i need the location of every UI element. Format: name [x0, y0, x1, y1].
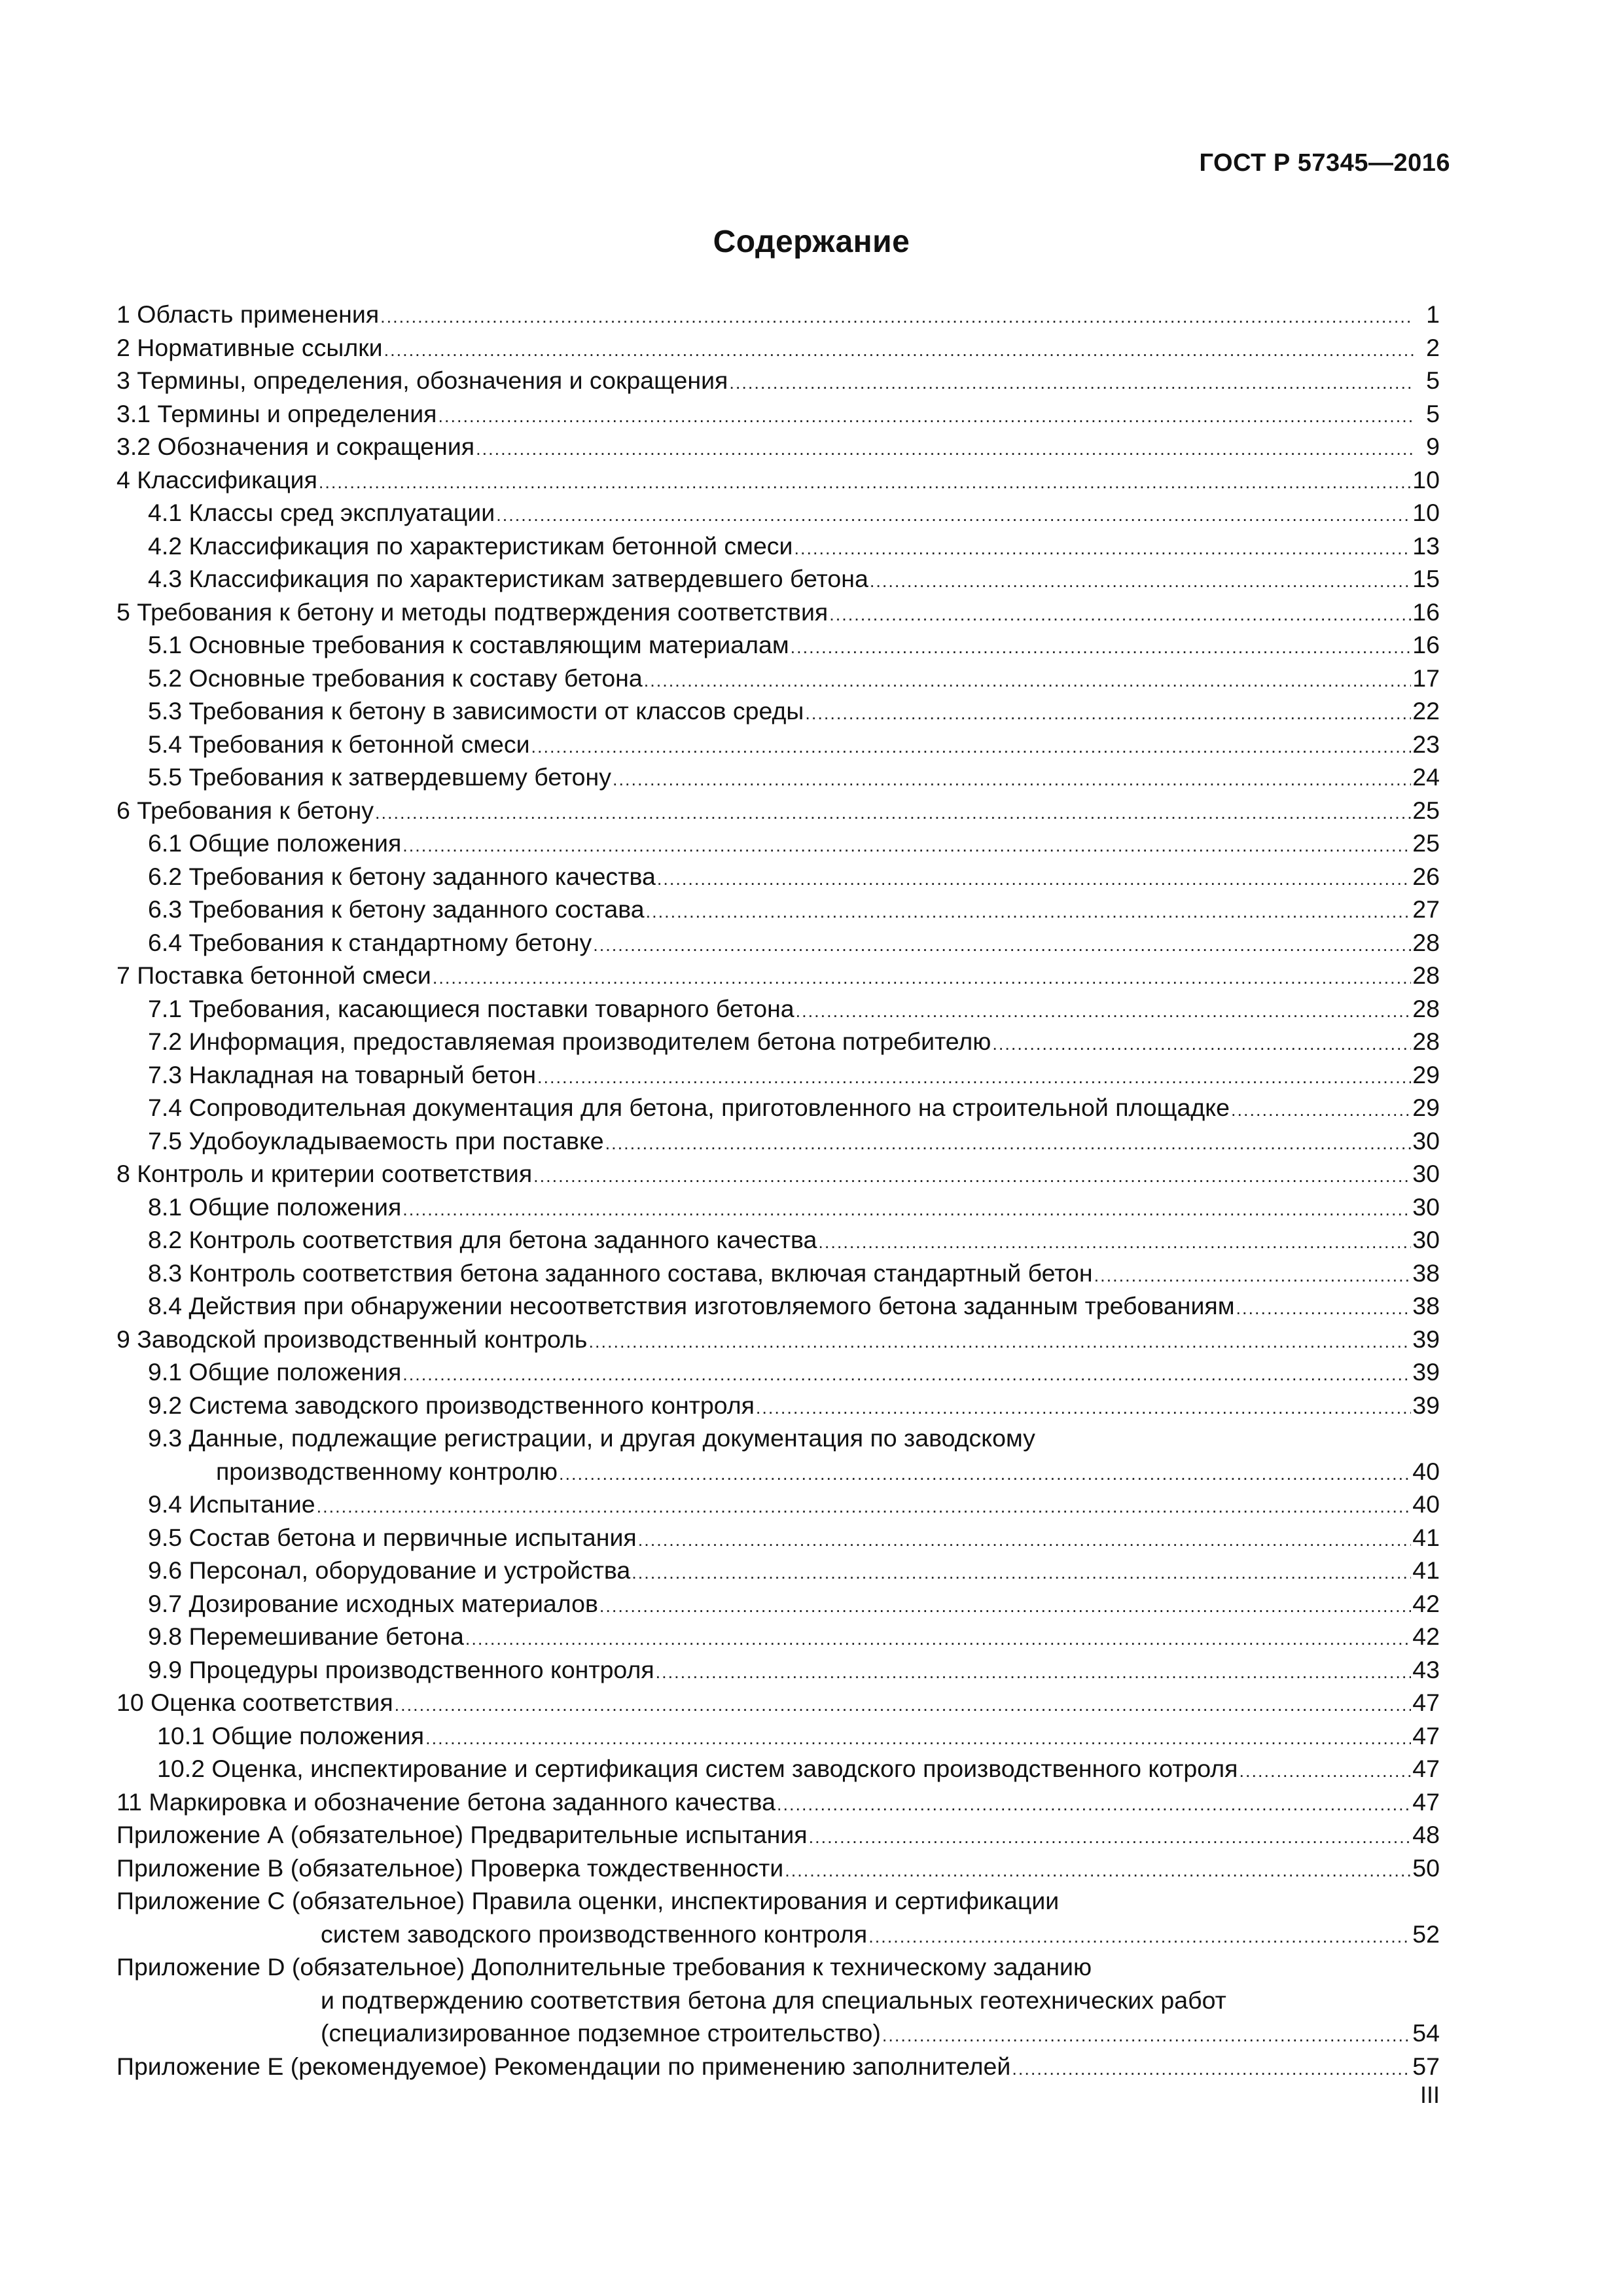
toc-entry-continuation[interactable] [116, 1984, 1440, 2017]
toc-entry-text: 10.2 Оценка, инспектирование и сертификация систем заводского производственного котроля [157, 1755, 1238, 1782]
toc-entry-text: 1 Область применения [116, 300, 380, 328]
toc-entry[interactable] [116, 529, 1440, 563]
toc-entry[interactable] [116, 628, 1440, 662]
toc-entry-text-cont2: (специализированное подземное строительство) [321, 2019, 881, 2047]
leader-dots [395, 1689, 1412, 1719]
leader-dots [613, 763, 1411, 794]
toc-entry-page: 57 [1412, 2052, 1440, 2080]
toc-entry-page: 23 [1412, 730, 1440, 758]
toc-entry-text: 3.2 Обозначения и сокращения [116, 433, 475, 460]
toc-entry-text: 7.5 Удобоукладываемость при поставке [148, 1126, 604, 1155]
leader-dots [319, 466, 1411, 497]
toc-entry-text: 5.3 Требования к бетону в зависимости от классов среды [148, 697, 804, 725]
leader-dots [992, 1028, 1411, 1058]
leader-dots [375, 797, 1411, 827]
toc-entry-page: 5 [1426, 367, 1440, 394]
toc-entry-page: 17 [1412, 664, 1440, 692]
toc-entry[interactable] [116, 1257, 1440, 1290]
toc-entry-page: 28 [1412, 961, 1440, 989]
leader-dots [805, 697, 1411, 728]
toc-entry-page: 25 [1412, 829, 1440, 857]
leader-dots [791, 631, 1412, 662]
leader-dots [1231, 1094, 1411, 1124]
toc-entry-page: 30 [1412, 1126, 1440, 1155]
toc-entry[interactable] [116, 662, 1440, 695]
leader-dots [1012, 2053, 1411, 2083]
toc-entry-text: 3 Термины, определения, обозначения и сокращения [116, 367, 728, 394]
toc-entry[interactable] [116, 694, 1440, 728]
toc-entry-text: 9.8 Перемешивание бетона [148, 1623, 464, 1650]
toc-entry-text: 6.1 Общие положения [148, 829, 402, 857]
toc-entry-page: 28 [1412, 1028, 1440, 1055]
leader-dots [729, 367, 1414, 397]
toc-entry-page: 43 [1412, 1655, 1440, 1683]
toc-entry[interactable] [116, 1389, 1440, 1422]
toc-entry-text: 4 Классификация [116, 465, 317, 493]
toc-entry[interactable] [116, 1752, 1440, 1785]
toc-entry[interactable] [116, 397, 1440, 431]
toc-entry-page: 29 [1412, 1094, 1440, 1121]
leader-dots [657, 863, 1411, 893]
toc-entry[interactable] [116, 1852, 1440, 1885]
toc-entry-page: 22 [1412, 697, 1440, 725]
toc-entry[interactable] [116, 1157, 1440, 1191]
toc-entry-text: 10.1 Общие положения [157, 1721, 425, 1749]
toc-entry-text: 7.2 Информация, предоставляемая производителем бетона потребителю [148, 1028, 991, 1055]
toc-entry-text: 5.1 Основные требования к составляющим материалам [148, 631, 789, 658]
toc-entry-text: 9.1 Общие положения [148, 1358, 402, 1386]
toc-entry-page: 39 [1412, 1391, 1440, 1419]
toc-entry-page: 2 [1426, 333, 1440, 361]
toc-entry-page: 30 [1412, 1193, 1440, 1221]
toc-entry[interactable] [116, 827, 1440, 860]
leader-dots [537, 1061, 1411, 1092]
toc-entry-page: 29 [1412, 1060, 1440, 1088]
leader-dots [656, 1656, 1412, 1687]
toc-entry-text: 11 Маркировка и обозначение бетона заданного качества [116, 1787, 776, 1816]
leader-dots [531, 730, 1412, 761]
toc-entry-text: 4.2 Классификация по характеристикам бетонной смеси [148, 531, 793, 560]
toc-entry[interactable] [116, 1587, 1440, 1621]
toc-entry-text: 6.3 Требования к бетону заданного состава [148, 895, 645, 923]
toc-entry-text: Приложение D (обязательное) Дополнительные требования к техническому заданию [116, 1953, 1092, 1981]
toc-entry-page: 52 [1412, 1920, 1440, 1948]
leader-dots [465, 1623, 1411, 1653]
toc-entry-text: 3.1 Термины и определения [116, 399, 437, 427]
toc-title: Содержание [713, 224, 910, 259]
toc-entry-text: 9.9 Процедуры производственного контроля [148, 1655, 654, 1683]
toc-entry[interactable] [116, 1091, 1440, 1124]
toc-entry-text: 5.2 Основные требования к составу бетона [148, 664, 643, 692]
toc-entry-text: 7.3 Накладная на товарный бетон [148, 1060, 537, 1088]
toc-entry-page: 47 [1412, 1787, 1440, 1816]
toc-entry[interactable] [116, 860, 1440, 893]
toc-entry-page: 38 [1412, 1292, 1440, 1319]
leader-dots [644, 664, 1412, 695]
toc-entry-page: 47 [1412, 1755, 1440, 1782]
toc-entry-page: 15 [1412, 565, 1440, 592]
leader-dots [818, 1226, 1411, 1257]
toc-entry[interactable] [116, 562, 1440, 596]
toc-entry[interactable] [116, 596, 1440, 629]
toc-entry-text: 5 Требования к бетону и методы подтверждения соответствия [116, 598, 829, 626]
toc-entry[interactable] [116, 1620, 1440, 1653]
toc-entry-text: 8.2 Контроль соответствия для бетона заданного качества [148, 1226, 817, 1253]
toc-entry-page: 16 [1412, 631, 1440, 658]
toc-entry-page: 50 [1412, 1854, 1440, 1882]
toc-entry[interactable] [116, 2050, 1440, 2083]
leader-dots [476, 433, 1414, 463]
leader-dots [384, 334, 1414, 365]
toc-entry-text: Приложение А (обязательное) Предварительные испытания [116, 1821, 808, 1848]
toc-entry[interactable] [116, 1422, 1440, 1455]
toc-entry-text: 6 Требования к бетону [116, 796, 374, 824]
leader-dots [632, 1556, 1411, 1587]
toc-entry[interactable] [116, 1124, 1440, 1158]
toc-entry[interactable] [116, 1323, 1440, 1356]
toc-entry-page: 42 [1412, 1623, 1440, 1650]
toc-entry[interactable] [116, 1521, 1440, 1554]
leader-dots [496, 499, 1411, 529]
toc-entry-page: 47 [1412, 1721, 1440, 1749]
toc-entry-text: 4.1 Классы сред эксплуатации [148, 499, 495, 526]
toc-entry[interactable] [116, 1818, 1440, 1852]
leader-dots [402, 829, 1411, 860]
toc-entry-page: 27 [1412, 895, 1440, 923]
toc-entry-continuation[interactable] [116, 2017, 1440, 2050]
toc-entry[interactable] [116, 1289, 1440, 1323]
toc-entry[interactable] [116, 1554, 1440, 1587]
standard-code: ГОСТ Р 57345—2016 [1199, 149, 1450, 177]
leader-dots [317, 1490, 1412, 1521]
toc-entry[interactable] [116, 1719, 1440, 1753]
toc-entry-page: 16 [1412, 598, 1440, 626]
toc-entry-page: 42 [1412, 1589, 1440, 1617]
toc-entry-page: 9 [1426, 433, 1440, 460]
toc-entry-continuation[interactable] [116, 1455, 1440, 1488]
toc-entry-text: 8 Контроль и критерии соответствия [116, 1160, 533, 1187]
toc-entry-page: 1 [1426, 300, 1440, 328]
leader-dots [533, 1160, 1411, 1191]
toc-entry-page: 25 [1412, 796, 1440, 824]
toc-entry-page: 28 [1412, 994, 1440, 1022]
toc-entry[interactable] [116, 794, 1440, 827]
toc-entry-page: 54 [1412, 2019, 1440, 2047]
toc-entry-text: Приложение Е (рекомендуемое) Рекомендации по применению заполнителей [116, 2052, 1011, 2080]
toc-entry-text: 10 Оценка соответствия [116, 1689, 393, 1716]
leader-dots [1239, 1755, 1411, 1785]
leader-dots [785, 1854, 1411, 1885]
toc-entry[interactable] [116, 1686, 1440, 1719]
toc-entry-page: 10 [1412, 465, 1440, 493]
toc-entry-page: 24 [1412, 763, 1440, 791]
leader-dots [638, 1524, 1412, 1554]
toc-entry[interactable] [116, 331, 1440, 365]
toc-entry[interactable] [116, 1950, 1440, 1984]
toc-entry-page: 30 [1412, 1160, 1440, 1187]
leader-dots [1094, 1259, 1412, 1290]
leader-dots [809, 1821, 1412, 1852]
toc-entry[interactable] [116, 364, 1440, 397]
toc-entry-continuation[interactable] [116, 1918, 1440, 1951]
toc-entry-text-cont: производственному контролю [216, 1457, 558, 1485]
toc-entry[interactable] [116, 298, 1440, 331]
toc-entry-page: 41 [1412, 1556, 1440, 1584]
leader-dots [438, 400, 1414, 431]
toc-entry-text-cont: и подтверждению соответствия бетона для специальных геотехнических работ [321, 1986, 1226, 2014]
toc-entry-text: 2 Нормативные ссылки [116, 333, 383, 361]
leader-dots [588, 1325, 1411, 1356]
toc-entry-page: 10 [1412, 499, 1440, 526]
toc-entry[interactable] [116, 761, 1440, 794]
toc-entry[interactable] [116, 1785, 1440, 1819]
leader-dots [796, 995, 1412, 1026]
toc-entry[interactable] [116, 893, 1440, 926]
toc-entry[interactable] [116, 1355, 1440, 1389]
toc-entry-page: 13 [1412, 531, 1440, 560]
toc-entry-page: 39 [1412, 1325, 1440, 1353]
toc-entry[interactable] [116, 496, 1440, 529]
page-number: III [1419, 2081, 1440, 2108]
toc-entry[interactable] [116, 430, 1440, 463]
toc-entry[interactable] [116, 1058, 1440, 1092]
toc-entry-page: 28 [1412, 928, 1440, 956]
toc-entry-text: 5.5 Требования к затвердевшему бетону [148, 763, 611, 791]
leader-dots [380, 300, 1414, 331]
toc-entry-text: 5.4 Требования к бетонной смеси [148, 730, 530, 758]
toc-entry[interactable] [116, 1025, 1440, 1058]
leader-dots [646, 895, 1412, 926]
toc-entry[interactable] [116, 1653, 1440, 1687]
toc-entry[interactable] [116, 1884, 1440, 1918]
toc-entry-page: 39 [1412, 1358, 1440, 1386]
table-of-contents [116, 298, 1440, 2083]
toc-entry[interactable] [116, 1191, 1440, 1224]
toc-entry-page: 40 [1412, 1457, 1440, 1485]
toc-entry[interactable] [116, 463, 1440, 497]
toc-entry[interactable] [116, 728, 1440, 761]
toc-entry-text: 9.6 Персонал, оборудование и устройства [148, 1556, 631, 1584]
toc-entry-text: 9.4 Испытание [148, 1490, 315, 1518]
leader-dots [756, 1391, 1411, 1422]
toc-entry[interactable] [116, 1488, 1440, 1521]
toc-entry-text: 9.3 Данные, подлежащие регистрации, и другая документация по заводскому [148, 1424, 1035, 1452]
toc-entry-text: Приложение С (обязательное) Правила оценки, инспектирования и сертификации [116, 1887, 1060, 1914]
leader-dots [777, 1788, 1411, 1819]
toc-entry-text-cont: систем заводского производственного контроля [321, 1920, 868, 1948]
toc-entry-text: 9 Заводской производственный контроль [116, 1325, 588, 1353]
leader-dots [599, 1590, 1411, 1621]
toc-entry-text: 8.1 Общие положения [148, 1193, 402, 1221]
toc-entry-text: 7.1 Требования, касающиеся поставки товарного бетона [148, 994, 794, 1022]
leader-dots [605, 1127, 1412, 1158]
toc-entry-page: 26 [1412, 862, 1440, 890]
toc-entry-text: 9.7 Дозирование исходных материалов [148, 1589, 598, 1617]
toc-entry[interactable] [116, 959, 1440, 992]
toc-entry-text: 8.3 Контроль соответствия бетона заданного состава, включая стандартный бетон [148, 1259, 1093, 1287]
leader-dots [425, 1722, 1411, 1753]
leader-dots [559, 1458, 1411, 1488]
leader-dots [829, 598, 1411, 629]
leader-dots [882, 2019, 1411, 2050]
toc-entry-text: 8.4 Действия при обнаружении несоответствия изготовляемого бетона заданным требованиям [148, 1292, 1235, 1319]
toc-entry-page: 38 [1412, 1259, 1440, 1287]
toc-entry-page: 40 [1412, 1490, 1440, 1518]
toc-entry[interactable] [116, 926, 1440, 960]
leader-dots [870, 565, 1411, 596]
leader-dots [402, 1358, 1411, 1389]
toc-entry-text: 9.2 Система заводского производственного контроля [148, 1391, 755, 1419]
toc-entry[interactable] [116, 1223, 1440, 1257]
toc-entry-text: Приложение В (обязательное) Проверка тождественности [116, 1854, 784, 1882]
toc-entry-text: 6.4 Требования к стандартному бетону [148, 928, 592, 956]
toc-entry-text: 4.3 Классификация по характеристикам затвердевшего бетона [148, 565, 868, 592]
toc-entry-page: 5 [1426, 399, 1440, 427]
toc-entry-page: 41 [1412, 1523, 1440, 1551]
leader-dots [593, 929, 1411, 960]
leader-dots [1236, 1292, 1411, 1323]
toc-entry-text: 7.4 Сопроводительная документация для бетона, приготовленного на строительной площадке [148, 1094, 1230, 1121]
toc-entry[interactable] [116, 992, 1440, 1026]
leader-dots [433, 961, 1411, 992]
toc-entry-text: 7 Поставка бетонной смеси [116, 961, 431, 989]
leader-dots [868, 1920, 1411, 1951]
toc-entry-text: 9.5 Состав бетона и первичные испытания [148, 1523, 637, 1551]
leader-dots [794, 532, 1412, 563]
toc-entry-page: 48 [1412, 1821, 1440, 1848]
leader-dots [402, 1193, 1411, 1224]
toc-entry-page: 47 [1412, 1689, 1440, 1716]
toc-entry-text: 6.2 Требования к бетону заданного качества [148, 862, 656, 890]
toc-entry-page: 30 [1412, 1226, 1440, 1253]
